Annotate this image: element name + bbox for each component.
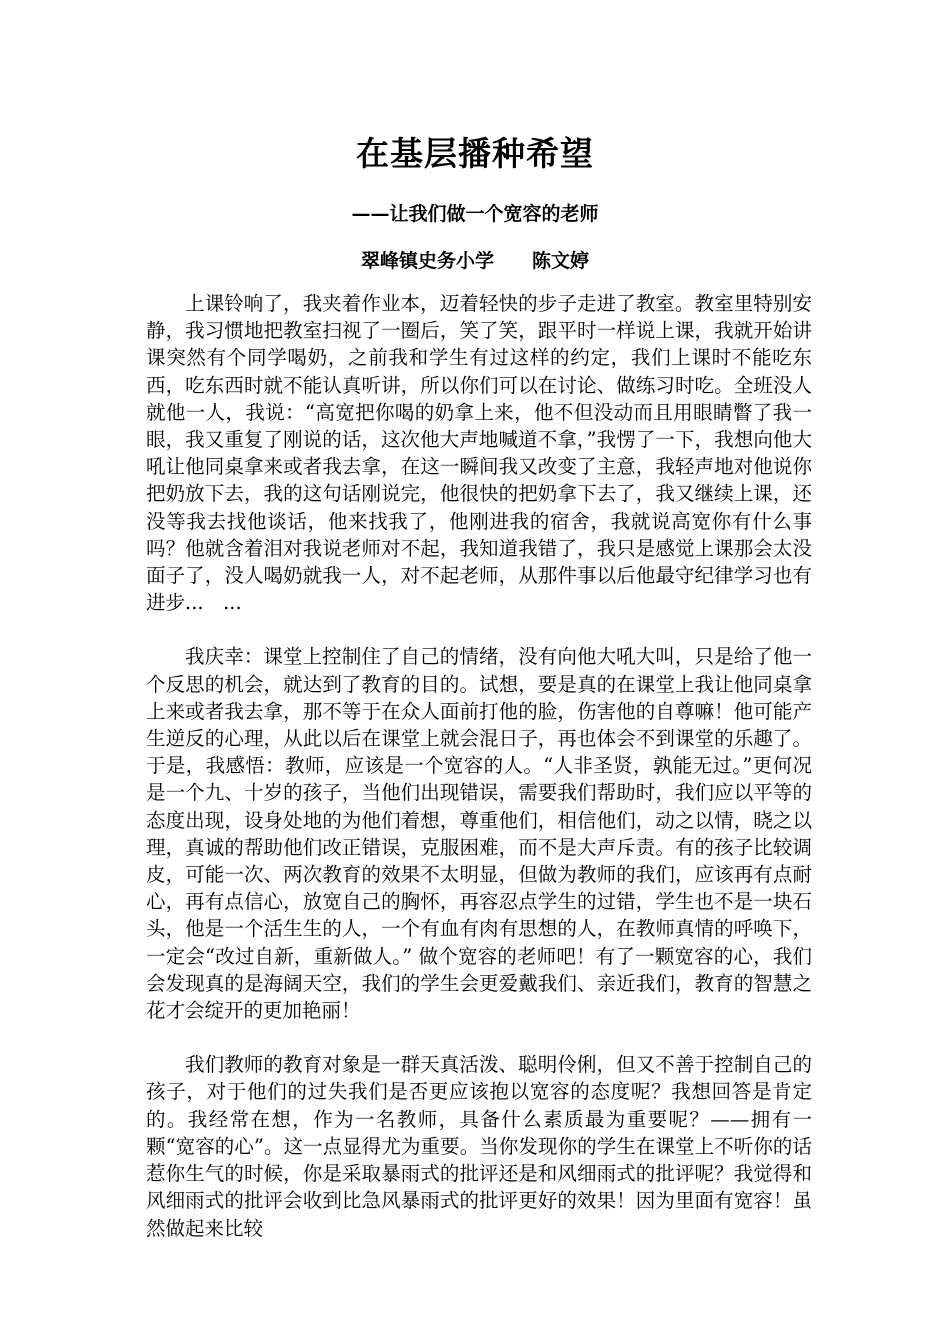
school-name: 翠峰镇史务小学 — [360, 250, 494, 272]
byline — [0, 246, 950, 273]
paragraph-3: 我们教师的教育对象是一群天真活泼、聪明伶俐，但又不善于控制自己的孩子，对于他们的过失我们是否更应该抱以宽容的态度呢？我想回答是肯定的。我经常在想，作为一名教师，具备什么素质最为重要呢？——拥有一颗“宽容的心”。这一点显得尤为重要。当你发现你的学生在课堂上不听你的话惹你生气的时候，你是采取暴雨式的批评还是和风细雨式的批评呢？我觉得和风细雨式的批评会收到比急风暴雨式的批评更好的效果！因为里面有宽容！虽然做起来比较 — [146, 1053, 812, 1240]
article-body — [146, 290, 812, 1242]
paragraph-2: 我庆幸：课堂上控制住了自己的情绪，没有向他大吼大叫，只是给了他一个反思的机会，就达到了教育的目的。试想，要是真的在课堂上我让他同桌拿上来或者我去拿，那不等于在众人面前打他的脸，伤害他的自尊嘛！他可能产生逆反的心理，从此以后在课堂上就会混日子，再也体会不到课堂的乐趣了。于是，我感悟：教师，应该是一个宽容的人。“人非圣贤，孰能无过。”更何况是一个九、十岁的孩子，当他们出现错误，需要我们帮助时，我们应以平等的态度出现，设身处地的为他们着想，尊重他们，相信他们，动之以情，晓之以理，真诚的帮助他们改正错误，克服困难，而不是大声斥责。有的孩子比较调皮，可能一次、两次教育的效果不太明显，但做为教师的我们，应该再有点耐心，再有点信心，放宽自己的胸怀，再容忍点学生的过错，学生也不是一块石头，他是一个活生生的人，一个有血有肉有思想的人，在教师真情的呼唤下，一定会“改过自新，重新做人。” 做个宽容的老师吧！有了一颗宽容的心，我们会发现真的是海阔天空，我们的学生会更爱戴我们、亲近我们，教育的智慧之花才会绽开的更加艳丽！ — [146, 645, 812, 1023]
paragraph-1: 上课铃响了，我夹着作业本，迈着轻快的步子走进了教室。教室里特别安静，我习惯地把教室扫视了一圈后，笑了笑，跟平时一样说上课，我就开始讲课突然有个同学喝奶，之前我和学生有过这样的约定，我们上课时不能吃东西，吃东西时就不能认真听讲，所以你们可以在讨论、做练习时吃。全班没人就他一人，我说：“高宽把你喝的奶拿上来，他不但没动而且用眼睛瞥了我一眼，我又重复了刚说的话，这次他大声地喊道不拿，”我愣了一下，我想向他大吼让他同桌拿来或者我去拿，在这一瞬间我又改变了主意，我轻声地对他说你把奶放下去，我的这句话刚说完，他很快的把奶拿下去了，我又继续上课，还没等我去找他谈话，他来找我了，他刚进我的宿舍，我就说高宽你有什么事吗？他就含着泪对我说老师对不起，我知道我错了，我只是感觉上课那会太没面子了，没人喝奶就我一人，对不起老师，从那件事以后他最守纪律学习也有进步... ... — [146, 292, 812, 615]
author-name: 陈文婷 — [532, 250, 590, 272]
document-subtitle: ——让我们做一个宽容的老师 — [351, 203, 599, 225]
document-title: 在基层播种希望 — [356, 134, 594, 173]
